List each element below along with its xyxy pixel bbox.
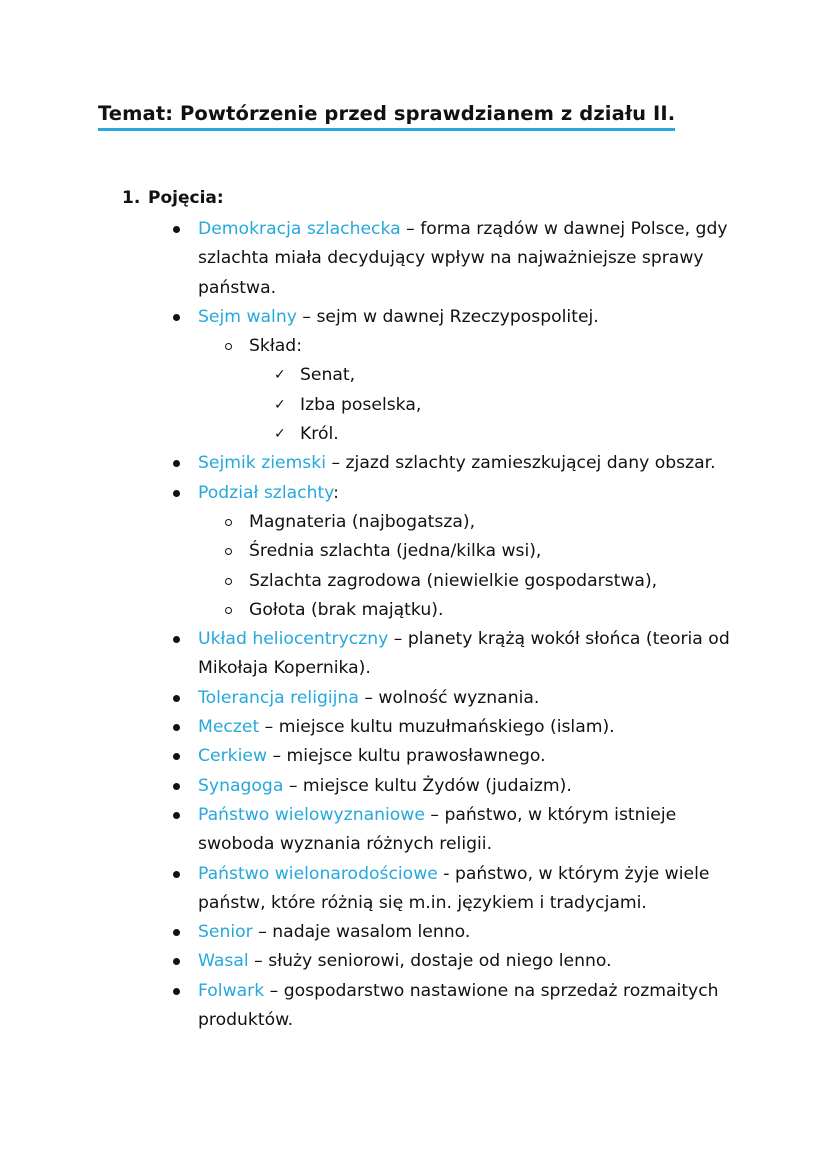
definition: zjazd szlachty zamieszkującej dany obszar. — [345, 453, 716, 474]
sub-list-item-text: Gołota (brak majątku). — [249, 599, 444, 620]
term: Meczet — [198, 717, 260, 738]
definition: sejm w dawnej Rzeczypospolitej. — [316, 306, 599, 327]
sub-list — [198, 508, 738, 625]
separator: – — [388, 629, 408, 650]
definition: państwo, w którym istnieje swoboda wyznania różnych religii. — [198, 804, 677, 855]
circle-bullet-icon — [225, 578, 232, 585]
separator: - — [437, 863, 455, 884]
bullet-icon — [173, 783, 180, 790]
separator: – — [264, 980, 284, 1001]
sub-list-item — [198, 332, 738, 449]
checklist-item-text: Senat, — [300, 365, 356, 386]
separator: – — [283, 775, 303, 796]
term: Senior — [198, 922, 253, 943]
separator: – — [248, 951, 269, 972]
term: Cerkiew — [198, 746, 268, 767]
separator: – — [296, 306, 317, 327]
section-heading — [122, 187, 762, 209]
circle-bullet-icon — [225, 548, 232, 555]
list-item — [122, 801, 738, 860]
definition: wolność wyznania. — [378, 687, 540, 708]
sub-list-item — [198, 596, 738, 625]
list-item — [122, 977, 738, 1036]
sub-list-item-text: Szlachta zagrodowa (niewielkie gospodarstwa), — [249, 570, 658, 591]
definition: miejsce kultu prawosławnego. — [286, 746, 546, 767]
definition: forma rządów w dawnej Polsce, gdy szlachta miała decydujący wpływ na najważniejsze sprawy państwa. — [198, 219, 728, 298]
separator: – — [252, 922, 273, 943]
list-item — [122, 449, 738, 478]
page-title: Temat: Powtórzenie przed sprawdzianem z działu II. — [98, 101, 675, 131]
sub-label: Skład: — [249, 336, 302, 357]
checkmark-icon: ✓ — [274, 426, 286, 443]
concept-list — [122, 215, 762, 1035]
checkmark-icon: ✓ — [274, 367, 286, 384]
list-item — [122, 713, 738, 742]
checklist-item — [249, 391, 738, 420]
separator: : — [333, 482, 339, 503]
definition: gospodarstwo nastawione na sprzedaż rozmaitych produktów. — [198, 980, 719, 1031]
definition: służy seniorowi, dostaje od niego lenno. — [268, 951, 612, 972]
bullet-icon — [173, 314, 180, 321]
bullet-icon — [173, 958, 180, 965]
bullet-icon — [173, 695, 180, 702]
separator: – — [424, 804, 445, 825]
bullet-icon — [173, 490, 180, 497]
term: Podział szlachty — [198, 482, 334, 503]
checklist-item — [249, 420, 738, 449]
list-item — [122, 625, 738, 684]
list-item — [122, 947, 738, 976]
term: Synagoga — [198, 775, 284, 796]
sub-list-item — [198, 567, 738, 596]
checklist-item-text: Izba poselska, — [300, 394, 422, 415]
list-item — [122, 742, 738, 771]
section-concepts — [122, 187, 762, 1035]
section-heading-text: Pojęcia: — [148, 188, 224, 208]
section-number: 1. — [122, 188, 141, 208]
bullet-icon — [173, 988, 180, 995]
definition: miejsce kultu Żydów (judaizm). — [302, 775, 572, 796]
bullet-icon — [173, 460, 180, 467]
term: Tolerancja religijna — [198, 687, 359, 708]
sub-list-item — [198, 508, 738, 537]
list-item — [122, 860, 738, 919]
list-item — [122, 684, 738, 713]
bullet-icon — [173, 636, 180, 643]
list-item — [122, 479, 738, 625]
term: Sejm walny — [198, 306, 297, 327]
bullet-icon — [173, 724, 180, 731]
definition: planety krążą wokół słońca (teoria od Mikołaja Kopernika). — [198, 629, 730, 679]
bullet-icon — [173, 226, 180, 233]
definition: państwo, w którym żyje wiele państw, które różnią się m.in. językiem i tradycjami. — [198, 863, 710, 913]
bullet-icon — [173, 929, 180, 936]
bullet-icon — [173, 871, 180, 878]
separator: – — [259, 717, 279, 738]
checklist — [249, 361, 738, 449]
checkmark-icon: ✓ — [274, 396, 286, 413]
sub-list-item-text: Średnia szlachta (jedna/kilka wsi), — [249, 541, 542, 562]
term: Sejmik ziemski — [198, 453, 326, 474]
term: Demokracja szlachecka — [198, 219, 401, 239]
separator: – — [267, 746, 287, 767]
separator: – — [358, 687, 379, 708]
circle-bullet-icon — [225, 607, 232, 614]
term: Układ heliocentryczny — [198, 629, 389, 650]
list-item — [122, 215, 738, 303]
bullet-icon — [173, 753, 180, 760]
checklist-item-text: Król. — [300, 424, 339, 445]
separator: – — [400, 219, 421, 239]
circle-bullet-icon — [225, 519, 232, 526]
circle-bullet-icon — [225, 343, 232, 350]
list-item — [122, 303, 738, 449]
definition: miejsce kultu muzułmańskiego (islam). — [278, 717, 615, 738]
definition: nadaje wasalom lenno. — [272, 922, 471, 943]
list-item — [122, 772, 738, 801]
term: Folwark — [198, 980, 265, 1001]
sub-list-item — [198, 537, 738, 566]
term: Państwo wielonarodościowe — [198, 863, 438, 884]
separator: – — [326, 453, 346, 474]
list-item — [122, 918, 738, 947]
bullet-icon — [173, 812, 180, 819]
checklist-item — [249, 361, 738, 390]
term: Wasal — [198, 951, 249, 972]
sub-list — [122, 332, 738, 449]
term: Państwo wielowyznaniowe — [198, 804, 425, 825]
sub-list-item-text: Magnateria (najbogatsza), — [249, 511, 476, 532]
